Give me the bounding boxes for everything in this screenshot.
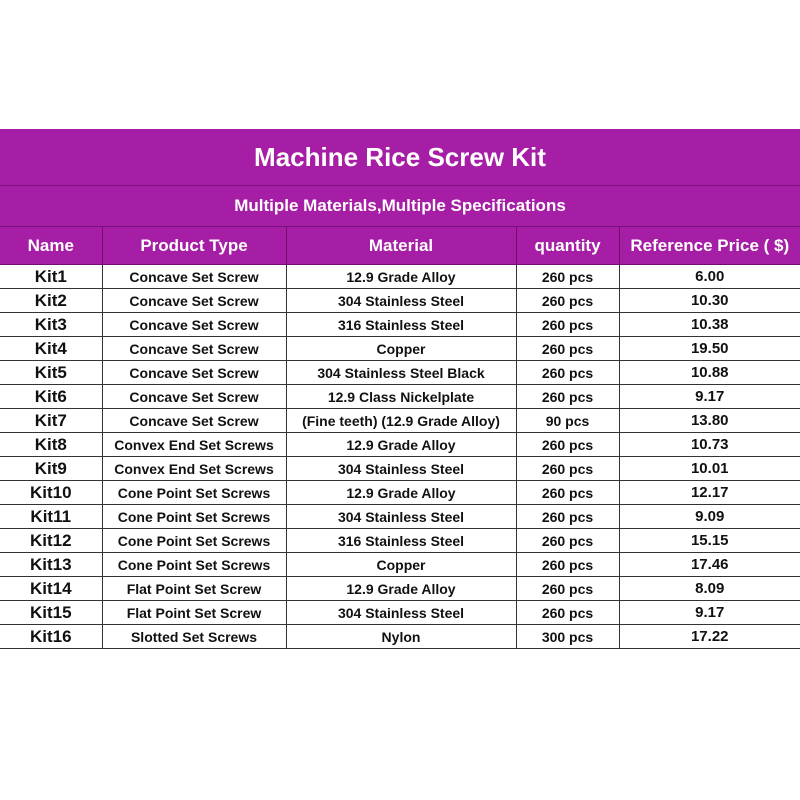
- cell-quantity: 260 pcs: [516, 433, 619, 457]
- table-body: [0, 265, 800, 649]
- table-row: [0, 409, 800, 433]
- cell-product-type: Cone Point Set Screws: [102, 481, 286, 505]
- cell-product-type: Concave Set Screw: [102, 289, 286, 313]
- table-row: [0, 481, 800, 505]
- cell-reference-price: 12.17: [619, 481, 800, 505]
- table-row: [0, 433, 800, 457]
- header-material: Material: [286, 227, 516, 265]
- table-row: [0, 361, 800, 385]
- cell-quantity: 260 pcs: [516, 505, 619, 529]
- cell-reference-price: 15.15: [619, 529, 800, 553]
- cell-material: 12.9 Class Nickelplate: [286, 385, 516, 409]
- cell-product-type: Concave Set Screw: [102, 385, 286, 409]
- cell-product-type: Slotted Set Screws: [102, 625, 286, 649]
- cell-material: 12.9 Grade Alloy: [286, 265, 516, 289]
- cell-product-type: Concave Set Screw: [102, 313, 286, 337]
- table-row: [0, 337, 800, 361]
- table-row: [0, 289, 800, 313]
- cell-name: Kit10: [0, 481, 102, 505]
- table-row: [0, 577, 800, 601]
- header-name: Name: [0, 227, 102, 265]
- cell-product-type: Flat Point Set Screw: [102, 601, 286, 625]
- cell-material: 316 Stainless Steel: [286, 313, 516, 337]
- cell-material: Copper: [286, 337, 516, 361]
- table-row: [0, 625, 800, 649]
- header-product-type: Product Type: [102, 227, 286, 265]
- cell-product-type: Convex End Set Screws: [102, 457, 286, 481]
- cell-quantity: 260 pcs: [516, 529, 619, 553]
- cell-reference-price: 17.22: [619, 625, 800, 649]
- cell-material: 12.9 Grade Alloy: [286, 481, 516, 505]
- cell-reference-price: 10.30: [619, 289, 800, 313]
- cell-quantity: 260 pcs: [516, 553, 619, 577]
- table-row: [0, 505, 800, 529]
- kit-table: [0, 227, 800, 649]
- cell-product-type: Concave Set Screw: [102, 265, 286, 289]
- table-row: [0, 313, 800, 337]
- cell-name: Kit1: [0, 265, 102, 289]
- table-row: [0, 265, 800, 289]
- cell-reference-price: 9.09: [619, 505, 800, 529]
- cell-reference-price: 10.88: [619, 361, 800, 385]
- cell-name: Kit4: [0, 337, 102, 361]
- cell-material: 304 Stainless Steel: [286, 601, 516, 625]
- cell-product-type: Cone Point Set Screws: [102, 553, 286, 577]
- cell-reference-price: 8.09: [619, 577, 800, 601]
- cell-name: Kit6: [0, 385, 102, 409]
- cell-quantity: 260 pcs: [516, 481, 619, 505]
- cell-quantity: 260 pcs: [516, 385, 619, 409]
- cell-quantity: 300 pcs: [516, 625, 619, 649]
- cell-name: Kit2: [0, 289, 102, 313]
- cell-material: 12.9 Grade Alloy: [286, 577, 516, 601]
- cell-material: 304 Stainless Steel: [286, 505, 516, 529]
- page-title: [0, 129, 800, 186]
- cell-material: 304 Stainless Steel: [286, 289, 516, 313]
- table-row: [0, 457, 800, 481]
- table-row: [0, 553, 800, 577]
- cell-quantity: 260 pcs: [516, 457, 619, 481]
- cell-material: (Fine teeth) (12.9 Grade Alloy): [286, 409, 516, 433]
- cell-name: Kit15: [0, 601, 102, 625]
- cell-quantity: 260 pcs: [516, 337, 619, 361]
- cell-product-type: Cone Point Set Screws: [102, 529, 286, 553]
- cell-quantity: 260 pcs: [516, 361, 619, 385]
- table-row: [0, 601, 800, 625]
- cell-quantity: 260 pcs: [516, 313, 619, 337]
- cell-reference-price: 17.46: [619, 553, 800, 577]
- cell-name: Kit8: [0, 433, 102, 457]
- cell-product-type: Cone Point Set Screws: [102, 505, 286, 529]
- cell-quantity: 260 pcs: [516, 577, 619, 601]
- cell-name: Kit3: [0, 313, 102, 337]
- cell-name: Kit7: [0, 409, 102, 433]
- cell-reference-price: 13.80: [619, 409, 800, 433]
- cell-product-type: Convex End Set Screws: [102, 433, 286, 457]
- cell-material: 304 Stainless Steel Black: [286, 361, 516, 385]
- page-subtitle: [0, 186, 800, 227]
- cell-name: Kit16: [0, 625, 102, 649]
- cell-material: 304 Stainless Steel: [286, 457, 516, 481]
- subtitle-text: Multiple Materials,Multiple Specifications: [234, 196, 566, 215]
- table-row: [0, 529, 800, 553]
- cell-reference-price: 10.73: [619, 433, 800, 457]
- cell-name: Kit13: [0, 553, 102, 577]
- cell-material: 316 Stainless Steel: [286, 529, 516, 553]
- cell-product-type: Flat Point Set Screw: [102, 577, 286, 601]
- cell-product-type: Concave Set Screw: [102, 409, 286, 433]
- kit-spec-sheet: [0, 129, 800, 649]
- cell-quantity: 90 pcs: [516, 409, 619, 433]
- cell-reference-price: 9.17: [619, 601, 800, 625]
- cell-quantity: 260 pcs: [516, 601, 619, 625]
- cell-reference-price: 10.01: [619, 457, 800, 481]
- cell-product-type: Concave Set Screw: [102, 361, 286, 385]
- header-quantity: quantity: [516, 227, 619, 265]
- header-reference-price: Reference Price ( $): [619, 227, 800, 265]
- table-header: [0, 227, 800, 265]
- cell-product-type: Concave Set Screw: [102, 337, 286, 361]
- cell-name: Kit5: [0, 361, 102, 385]
- table-row: [0, 385, 800, 409]
- cell-quantity: 260 pcs: [516, 265, 619, 289]
- cell-name: Kit12: [0, 529, 102, 553]
- cell-quantity: 260 pcs: [516, 289, 619, 313]
- cell-name: Kit11: [0, 505, 102, 529]
- cell-material: Copper: [286, 553, 516, 577]
- cell-name: Kit14: [0, 577, 102, 601]
- cell-reference-price: 6.00: [619, 265, 800, 289]
- cell-material: 12.9 Grade Alloy: [286, 433, 516, 457]
- cell-name: Kit9: [0, 457, 102, 481]
- cell-reference-price: 9.17: [619, 385, 800, 409]
- cell-reference-price: 10.38: [619, 313, 800, 337]
- header-row: [0, 227, 800, 265]
- cell-material: Nylon: [286, 625, 516, 649]
- title-text: Machine Rice Screw Kit: [254, 141, 546, 172]
- cell-reference-price: 19.50: [619, 337, 800, 361]
